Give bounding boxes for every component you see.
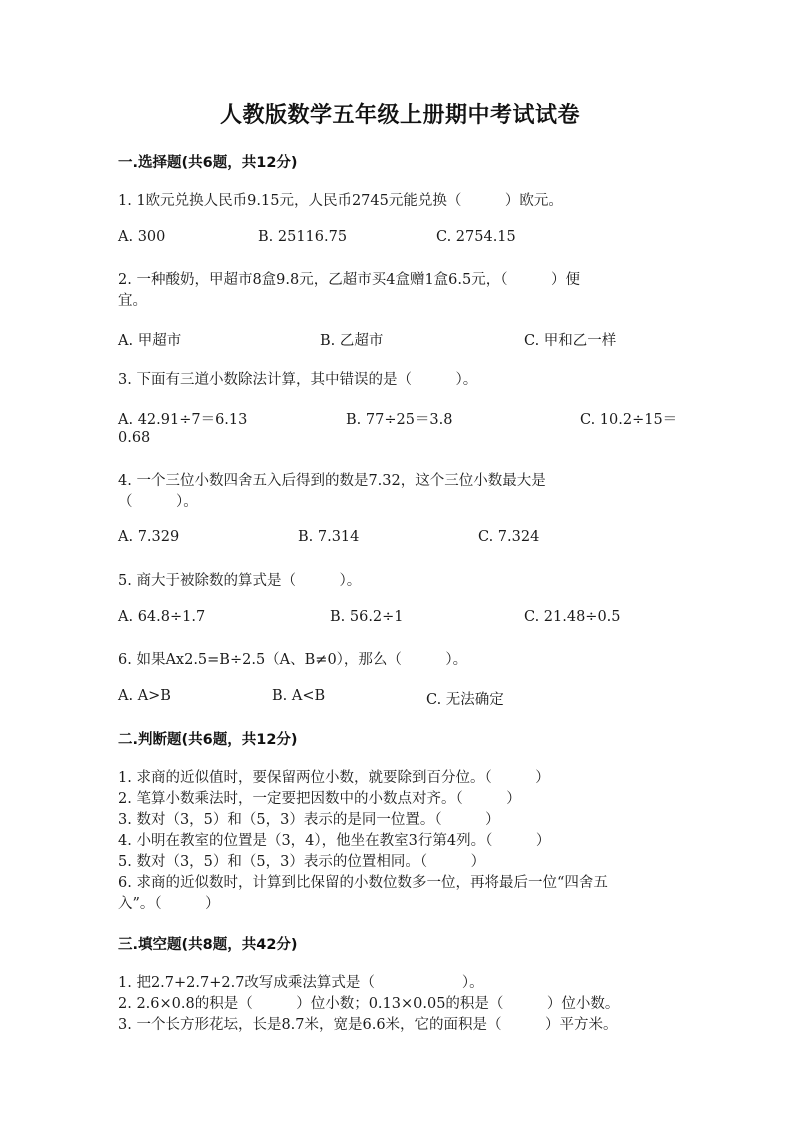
question-2-cont: 宜。	[118, 293, 147, 309]
option-a: A. A>B	[118, 688, 171, 704]
option-c: C. 2754.15	[436, 229, 516, 245]
option-c: C. 10.2÷15＝	[580, 412, 678, 428]
section-heading-choice: 一.选择题(共6题，共12分)	[118, 155, 298, 171]
option-b: B. 乙超市	[320, 333, 384, 349]
option-a: A. 甲超市	[118, 333, 182, 349]
option-a: A. 7.329	[118, 529, 180, 545]
section-heading-judge: 二.判断题(共6题，共12分)	[118, 732, 298, 748]
option-a: A. 42.91÷7＝6.13	[118, 412, 248, 428]
option-b: B. 77÷25＝3.8	[346, 412, 453, 428]
judge-item-cont: 入”。（ ）	[118, 896, 220, 912]
judge-item: 6. 求商的近似数时，计算到比保留的小数位数多一位，再将最后一位“四舍五	[118, 875, 608, 891]
option-c: C. 甲和乙一样	[524, 333, 617, 349]
question-2: 2. 一种酸奶，甲超市8盒9.8元，乙超市买4盒赠1盒6.5元，（ ）便	[118, 272, 580, 288]
question-1: 1. 1欧元兑换人民币9.15元，人民币2745元能兑换（ ）欧元。	[118, 193, 563, 209]
option-a: A. 300	[118, 229, 166, 245]
option-b: B. 7.314	[298, 529, 360, 545]
question-4-cont: （ ）。	[118, 494, 198, 510]
question-6: 6. 如果Ax2.5=B÷2.5（A、B≠0），那么（ ）。	[118, 652, 468, 668]
judge-item: 2. 笔算小数乘法时，一定要把因数中的小数点对齐。（ ）	[118, 791, 521, 807]
option-b: B. A<B	[272, 688, 326, 704]
section-heading-fill: 三.填空题(共8题，共42分)	[118, 937, 298, 953]
judge-item: 3. 数对（3，5）和（5，3）表示的是同一位置。（ ）	[118, 812, 500, 828]
option-b: B. 25116.75	[258, 229, 348, 245]
fill-item: 2. 2.6×0.8的积是（ ）位小数；0.13×0.05的积是（ ）位小数。	[118, 996, 620, 1012]
option-c: C. 7.324	[478, 529, 540, 545]
judge-item: 4. 小明在教室的位置是（3，4），他坐在教室3行第4列。（ ）	[118, 833, 551, 849]
fill-item: 1. 把2.7+2.7+2.7改写成乘法算式是（ ）。	[118, 975, 484, 991]
option-c: C. 21.48÷0.5	[524, 609, 621, 625]
judge-item: 1. 求商的近似值时，要保留两位小数，就要除到百分位。（ ）	[118, 770, 550, 786]
fill-item: 3. 一个长方形花坛，长是8.7米，宽是6.6米，它的面积是（ ）平方米。	[118, 1017, 618, 1033]
judge-item: 5. 数对（3，5）和（5，3）表示的位置相同。（ ）	[118, 854, 486, 870]
question-4: 4. 一个三位小数四舍五入后得到的数是7.32，这个三位小数最大是	[118, 473, 546, 489]
question-5: 5. 商大于被除数的算式是（ ）。	[118, 573, 362, 589]
question-3: 3. 下面有三道小数除法计算，其中错误的是（ ）。	[118, 372, 478, 388]
page-title: 人教版数学五年级上册期中考试试卷	[219, 103, 580, 128]
option-a: A. 64.8÷1.7	[118, 609, 206, 625]
option-c: C. 无法确定	[426, 692, 504, 708]
option-b: B. 56.2÷1	[330, 609, 404, 625]
option-c-cont: 0.68	[118, 430, 151, 446]
